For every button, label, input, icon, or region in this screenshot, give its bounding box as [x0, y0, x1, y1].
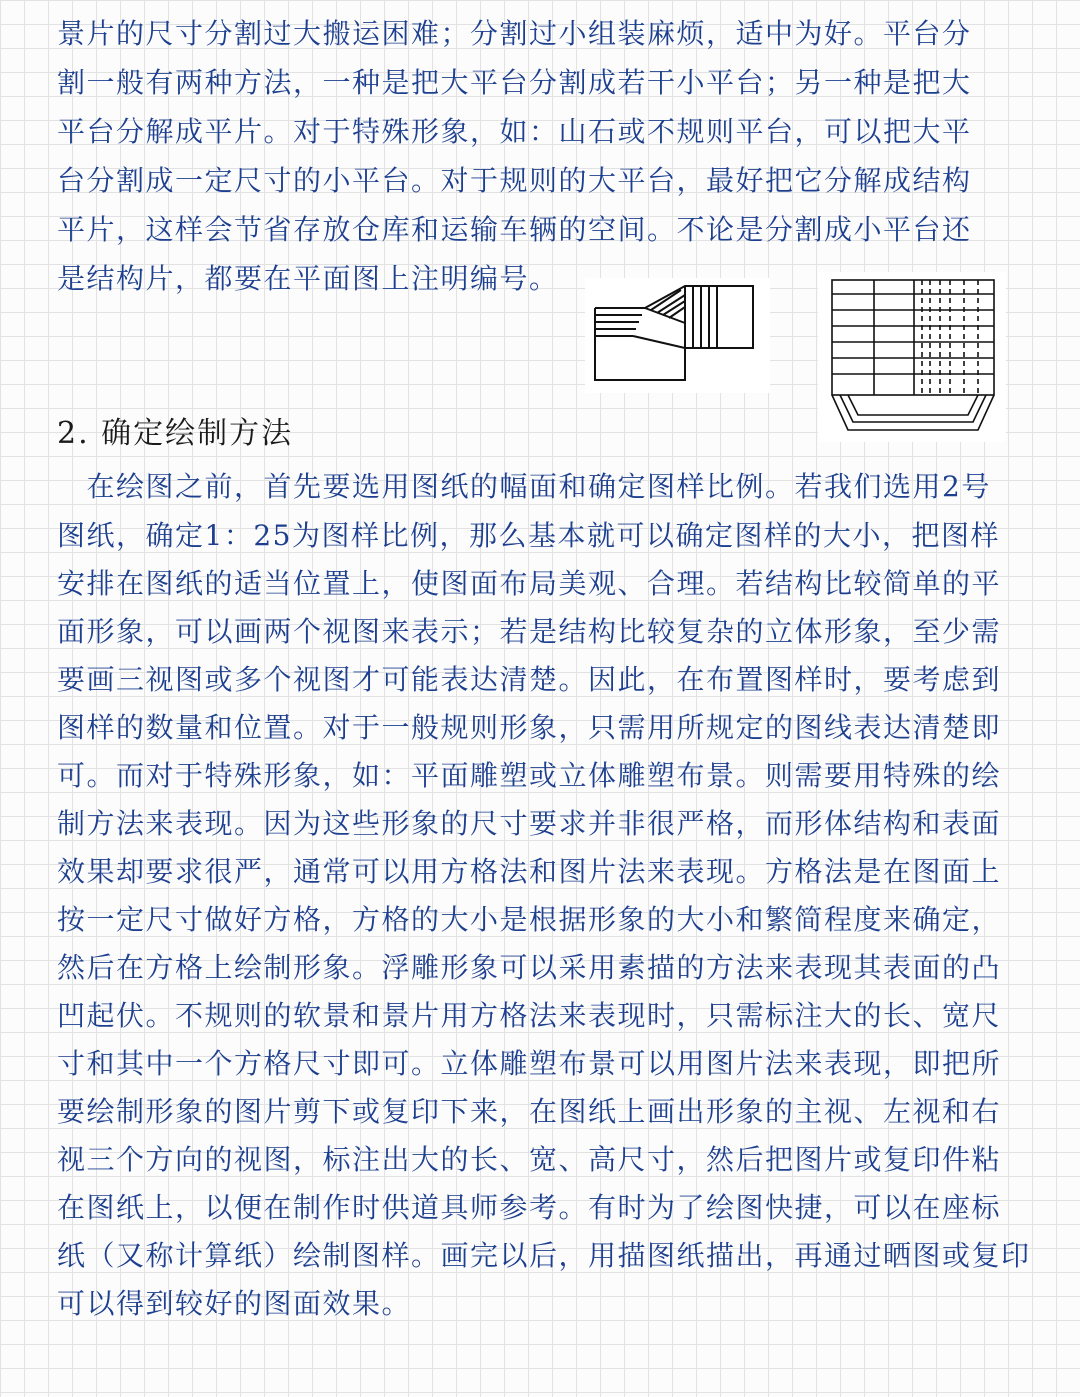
intro-line: 台分割成一定尺寸的小平台。对于规则的大平台，最好把它分解成结构 [57, 164, 972, 197]
body-line: 凹起伏。不规则的软景和景片用方格法来表现时，只需标注大的长、宽尺 [57, 999, 1002, 1032]
body-line: 图纸，确定1：25为图样比例，那么基本就可以确定图样的大小，把图样 [57, 519, 1000, 552]
body-line: 寸和其中一个方格尺寸即可。立体雕塑布景可以用图片法来表现，即把所 [57, 1047, 1002, 1080]
intro-line: 割一般有两种方法，一种是把大平台分割成若干小平台；另一种是把大 [57, 66, 972, 99]
body-line: 制方法来表现。因为这些形象的尺寸要求并非很严格，而形体结构和表面 [57, 807, 1002, 840]
section-heading: 2. 确定绘制方法 [57, 416, 294, 451]
intro-line: 是结构片，都要在平面图上注明编号。 [57, 262, 559, 295]
intro-line: 平台分解成平片。对于特殊形象，如：山石或不规则平台，可以把大平 [57, 115, 972, 148]
intro-line: 景片的尺寸分割过大搬运困难；分割过小组装麻烦，适中为好。平台分 [57, 17, 972, 50]
body-line: 视三个方向的视图，标注出大的长、宽、高尺寸，然后把图片或复印件粘 [57, 1143, 1002, 1176]
body-line: 在图纸上，以便在制作时供道具师参考。有时为了绘图快捷，可以在座标 [57, 1191, 1002, 1224]
body-line: 要画三视图或多个视图才可能表达清楚。因此，在布置图样时，要考虑到 [57, 663, 1002, 696]
body-line: 纸（又称计算纸）绘制图样。画完以后，用描图纸描出，再通过晒图或复印 [57, 1239, 1031, 1272]
body-line: 图样的数量和位置。对于一般规则形象，只需用所规定的图线表达清楚即 [57, 711, 1002, 744]
stair-platform-sketch [585, 278, 770, 393]
body-line: 按一定尺寸做好方格，方格的大小是根据形象的大小和繁简程度来确定， [57, 903, 1002, 936]
body-line: 可。而对于特殊形象，如：平面雕塑或立体雕塑布景。则需要用特殊的绘 [57, 759, 1002, 792]
grid-platform-sketch [818, 272, 1006, 442]
body-line: 在绘图之前，首先要选用图纸的幅面和确定图样比例。若我们选用2号 [57, 470, 991, 503]
body-line: 安排在图纸的适当位置上，使图面布局美观、合理。若结构比较简单的平 [57, 567, 1002, 600]
body-line: 要绘制形象的图片剪下或复印下来，在图纸上画出形象的主视、左视和右 [57, 1095, 1002, 1128]
body-line: 可以得到较好的图面效果。 [57, 1287, 412, 1320]
intro-line: 平片，这样会节省存放仓库和运输车辆的空间。不论是分割成小平台还 [57, 213, 972, 246]
body-line: 效果却要求很严，通常可以用方格法和图片法来表现。方格法是在图面上 [57, 855, 1002, 888]
body-line: 然后在方格上绘制形象。浮雕形象可以采用素描的方法来表现其表面的凸 [57, 951, 1002, 984]
body-line: 面形象，可以画两个视图来表示；若是结构比较复杂的立体形象，至少需 [57, 615, 1002, 648]
